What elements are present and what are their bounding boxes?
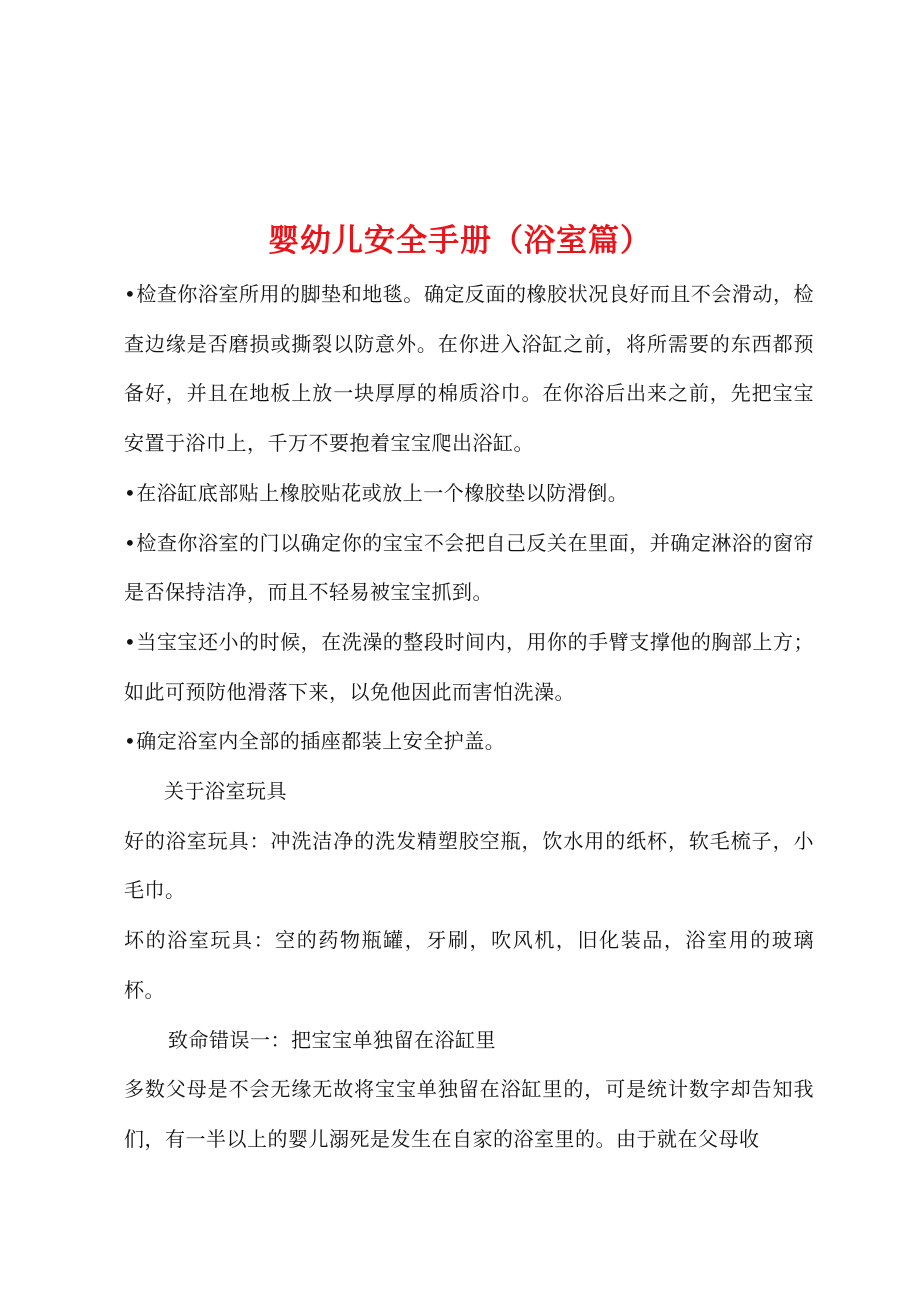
paragraph-statistics: 多数父母是不会无缘无故将宝宝单独留在浴缸里的，可是统计数字却告知我们，有一半以上的婴儿溺死是发生在自家的浴室里的。由于就在父母收 bbox=[124, 1077, 814, 1151]
paragraph-doormat-check: •检查你浴室所用的脚垫和地毯。确定反面的橡胶状况良好而且不会滑动，检查边缘是否磨损或撕裂以防意外。在你进入浴缸之前，将所需要的东西都预备好，并且在地板上放一块厚厚的棉质浴巾。在你浴后出来之前，先把宝宝安置于浴巾上，千万不要抱着宝宝爬出浴缸。 bbox=[124, 282, 814, 456]
document-body bbox=[124, 270, 814, 1165]
paragraph-outlet-covers: •确定浴室内全部的插座都装上安全护盖。 bbox=[124, 729, 506, 754]
section-heading-bath-toys: 关于浴室玩具 bbox=[164, 779, 287, 804]
document-title: 婴幼儿安全手册（浴室篇） bbox=[268, 222, 652, 259]
paragraph-door-curtain: •检查你浴室的门以确定你的宝宝不会把自己反关在里面，并确定淋浴的窗帘是否保持洁净，而且不轻易被宝宝抓到。 bbox=[124, 530, 814, 605]
paragraph-bad-toys: 坏的浴室玩具：空的药物瓶罐，牙刷，吹风机，旧化装品，浴室用的玻璃杯。 bbox=[124, 928, 814, 1002]
paragraph-support-chest: •当宝宝还小的时候，在洗澡的整段时间内，用你的手臂支撑他的胸部上方；如此可预防他滑落下来，以免他因此而害怕洗澡。 bbox=[124, 629, 814, 704]
paragraph-good-toys: 好的浴室玩具：冲洗洁净的洗发精塑胶空瓶，饮水用的纸杯，软毛梳子，小毛巾。 bbox=[124, 828, 814, 903]
paragraph-rubber-mat: •在浴缸底部贴上橡胶贴花或放上一个橡胶垫以防滑倒。 bbox=[124, 480, 629, 505]
section-heading-fatal-error-one: 致命错误一：把宝宝单独留在浴缸里 bbox=[168, 1027, 496, 1052]
